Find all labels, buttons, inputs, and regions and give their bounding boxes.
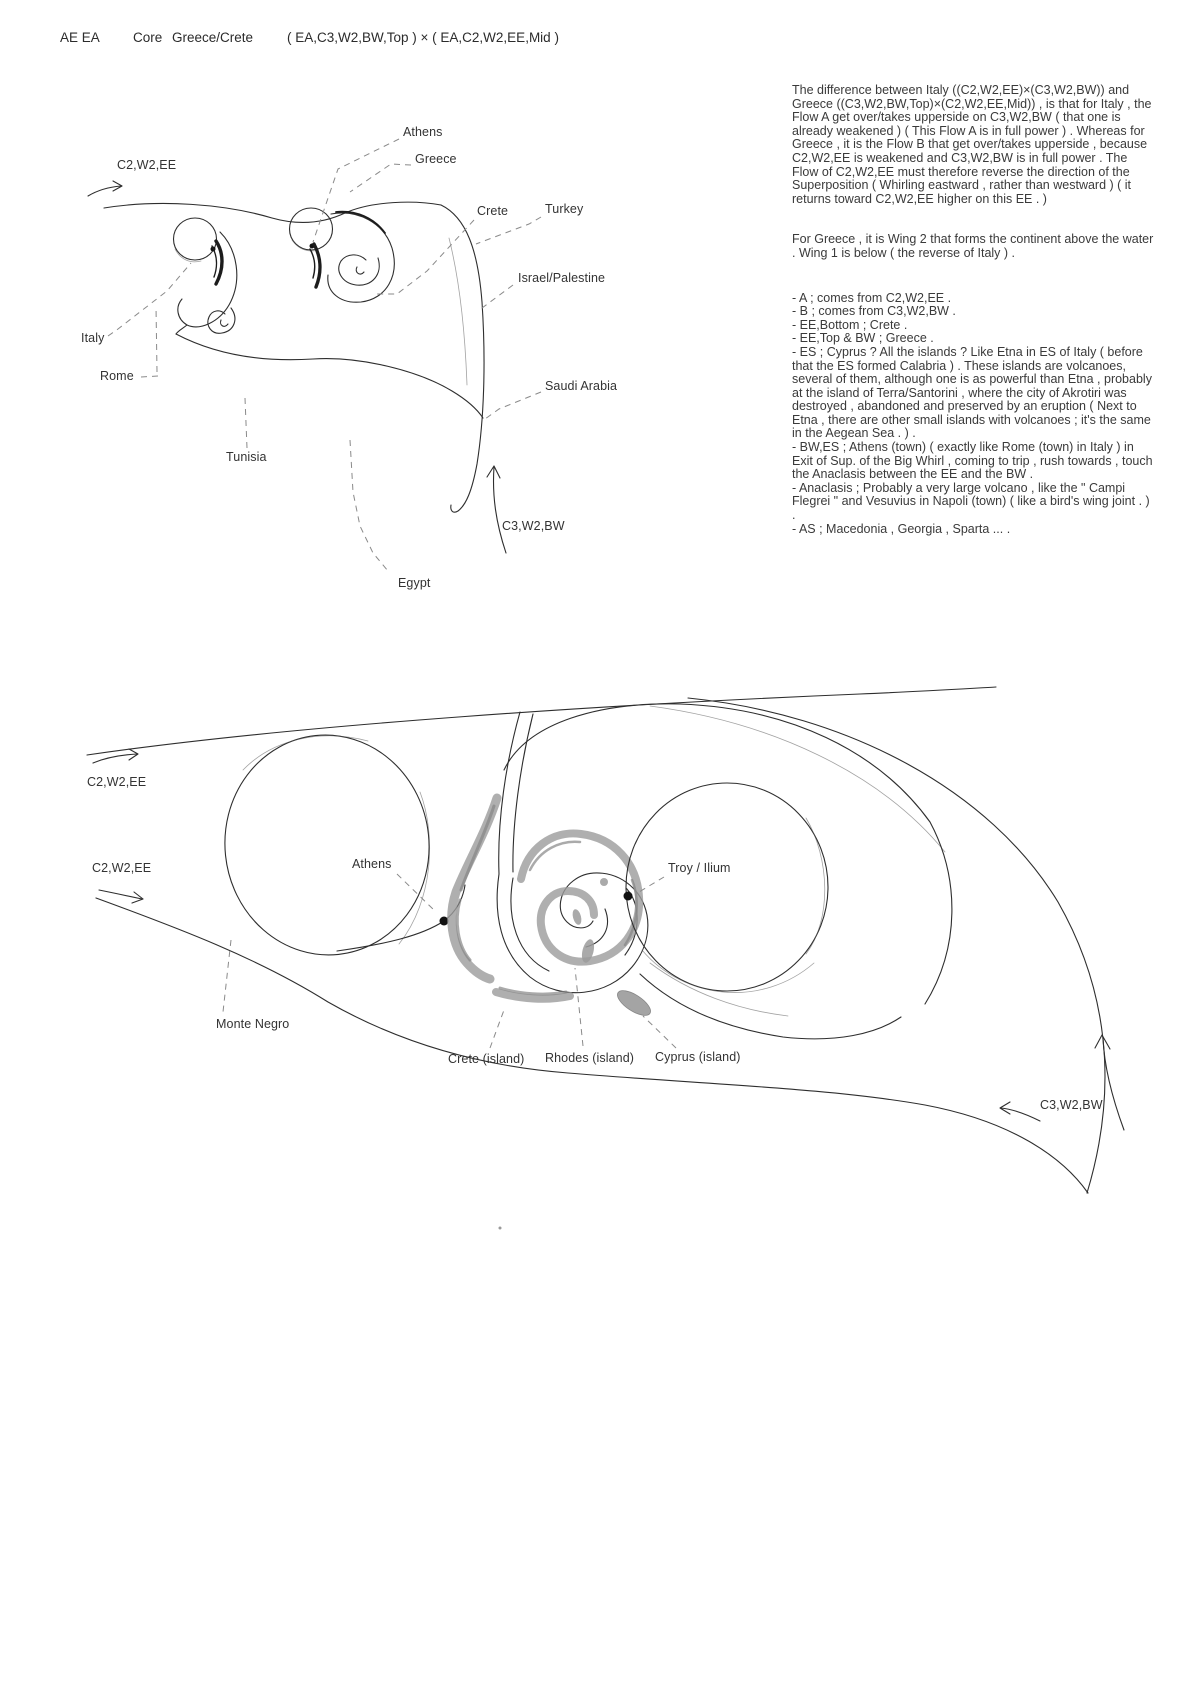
central-whirl bbox=[452, 712, 901, 1039]
header-formula: ( EA,C3,W2,BW,Top ) × ( EA,C2,W2,EE,Mid ) bbox=[287, 30, 559, 45]
note-bullet: - BW,ES ; Athens (town) ( exactly like Rome (town) in Italy ) in Exit of Sup. of the Big Whirl , coming to trip , rush towards , touch the Anaclasis between the EE and the BW . bbox=[792, 440, 1153, 482]
label-saudi-arabia: Saudi Arabia bbox=[545, 379, 618, 393]
label-monte-negro: Monte Negro bbox=[216, 1017, 290, 1031]
turkey-leader bbox=[476, 217, 541, 244]
note-bullet: - ES ; Cyprus ? All the islands ? Like Etna in ES of Italy ( before that the ES formed Calabria ) . These islands are volcanoes, several of them, although one is as powerful than Etna , probably at the island of Terra/Santorini , where the city of Akrotiri was destroyed , abandoned and preserved by an eruption ( Next to Etna , there are other small islands with volcanoes ; it's the same in the Aegean Sea . ) . bbox=[792, 344, 1152, 441]
flow-arrow-icon bbox=[88, 181, 122, 196]
label-c3w2bw: C3,W2,BW bbox=[1040, 1098, 1103, 1112]
note-bullet: - B ; comes from C3,W2,BW . bbox=[792, 304, 956, 319]
flow-line-c2w2ee bbox=[104, 202, 441, 222]
athens-leader bbox=[313, 139, 399, 242]
athens-dot bbox=[440, 917, 449, 926]
label-rome: Rome bbox=[100, 369, 134, 383]
note-bullet: - AS ; Macedonia , Georgia , Sparta ... . bbox=[792, 521, 1011, 536]
greece-coast-band bbox=[452, 798, 497, 979]
cyprus-island-blob bbox=[614, 986, 655, 1020]
outer-sweep-line bbox=[688, 698, 1105, 1193]
troy-leader bbox=[639, 877, 664, 892]
label-cyprus-island: Cyprus (island) bbox=[655, 1050, 741, 1064]
top-diagram bbox=[88, 139, 541, 571]
cyprus-island-leader bbox=[643, 1016, 676, 1048]
italy-leader bbox=[108, 263, 191, 336]
label-tunisia: Tunisia bbox=[226, 450, 267, 464]
athens-leader bbox=[397, 874, 436, 912]
label-athens: Athens bbox=[352, 857, 392, 871]
stray-dot bbox=[499, 1227, 502, 1230]
rhodes-island-leader bbox=[575, 968, 583, 1046]
label-italy: Italy bbox=[81, 331, 105, 345]
label-turkey: Turkey bbox=[545, 202, 584, 216]
flow-arrow-icon bbox=[1000, 1102, 1040, 1121]
flow-arrow-icon bbox=[487, 466, 506, 553]
note-bullet: - EE,Top & BW ; Greece . bbox=[792, 331, 934, 346]
bottom-diagram bbox=[87, 687, 1124, 1230]
notes-paragraph: For Greece , it is Wing 2 that forms the continent above the water . Wing 1 is below ( the reverse of Italy ) . bbox=[792, 232, 1154, 260]
greece-leader bbox=[350, 164, 411, 192]
label-c2w2ee: C2,W2,EE bbox=[117, 158, 177, 172]
note-bullet: - Anaclasis ; Probably a very large volcano , like the " Campi Flegrei " and Vesuvius in Napoli (town) ( like a bird's wing joint . ) . bbox=[792, 480, 1150, 523]
notes-column bbox=[792, 84, 1154, 536]
notes-paragraph: The difference between Italy ((C2,W2,EE)×(C3,W2,BW)) and Greece ((C3,W2,BW,Top)×(C2,W2,EE,Mid)) , is that for Italy , the Flow A get over/takes upperside on C3,W2,BW ( that one is already weakened ) ( This Flow A is in full power ) . Whereas for Greece , it is the Flow B that get over/takes upperside , because C2,W2,EE is weakened and C3,W2,BW is in full power . The Flow of C2,W2,EE must therefore reverse the direction of the Superposition ( Whirling eastward , rather than westward ) ( it returns toward C2,W2,EE higher on this EE . ) bbox=[792, 83, 1152, 206]
tunisia-leader bbox=[245, 398, 247, 448]
crete-leader bbox=[374, 220, 474, 294]
label-c3w2bw: C3,W2,BW bbox=[502, 519, 565, 533]
label-israel-palestine: Israel/Palestine bbox=[518, 271, 606, 285]
east-coast-line bbox=[441, 205, 484, 512]
label-rhodes-island: Rhodes (island) bbox=[545, 1051, 635, 1065]
label-crete: Crete bbox=[477, 204, 509, 218]
crete-island-leader bbox=[490, 1010, 504, 1048]
label-greece: Greece bbox=[415, 152, 457, 166]
italy-whirl bbox=[174, 218, 237, 334]
flow-line-top bbox=[87, 687, 996, 755]
rome-leader bbox=[141, 306, 158, 377]
note-bullet: - EE,Bottom ; Crete . bbox=[792, 317, 908, 332]
aegean-spiral-band bbox=[521, 833, 639, 961]
label-egypt: Egypt bbox=[398, 576, 431, 590]
note-bullet: - A ; comes from C2,W2,EE . bbox=[792, 290, 952, 305]
header-type: Core bbox=[133, 30, 163, 45]
troy-dot bbox=[624, 892, 633, 901]
header-code: AE EA bbox=[60, 30, 100, 45]
west-loop bbox=[214, 725, 465, 965]
saudi-leader bbox=[485, 392, 541, 419]
header-subject: Greece/Crete bbox=[172, 30, 254, 45]
label-crete-island: Crete (island) bbox=[448, 1052, 525, 1066]
egypt-leader bbox=[350, 440, 388, 571]
israel-leader bbox=[478, 285, 513, 311]
label-c2w2ee-mid: C2,W2,EE bbox=[92, 861, 152, 875]
label-athens: Athens bbox=[403, 125, 443, 139]
label-c2w2ee-top: C2,W2,EE bbox=[87, 775, 147, 789]
south-coast-line bbox=[176, 334, 483, 418]
flow-arrow-icon bbox=[1095, 1035, 1124, 1130]
label-troy-ilium: Troy / Ilium bbox=[668, 861, 731, 875]
